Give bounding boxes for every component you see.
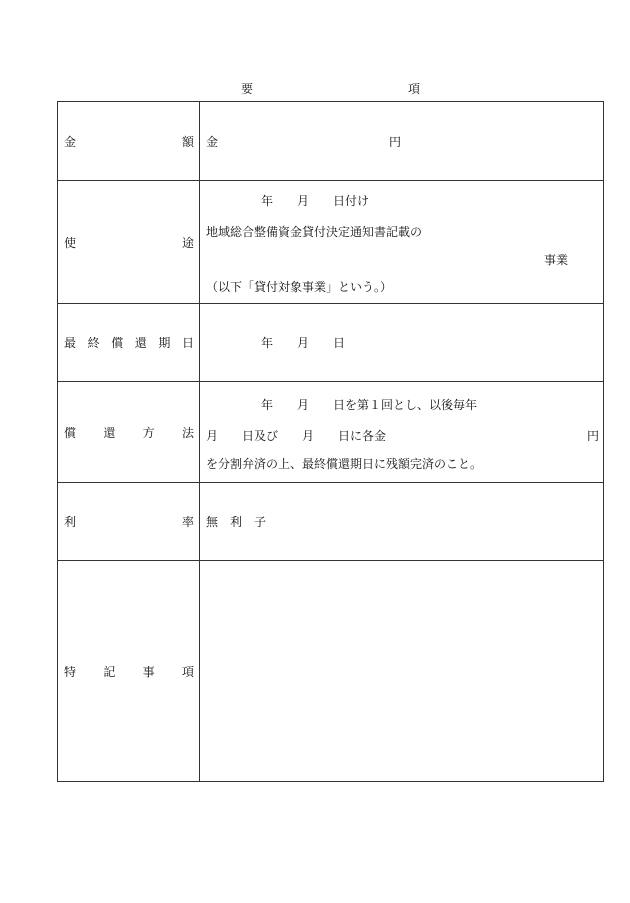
rate-value: 無 利 子 — [206, 515, 267, 529]
purpose-definition-line: （以下「貸付対象事業」という。） — [206, 280, 393, 294]
purpose-label: 使 途 — [64, 236, 194, 250]
row-divider — [58, 381, 603, 382]
purpose-project-label: 事業 — [544, 253, 569, 267]
purpose-notice-line: 地域総合整備資金貸付決定通知書記載の — [206, 225, 423, 239]
row-divider — [58, 303, 603, 304]
amount-suffix: 円 — [389, 135, 402, 149]
amount-label: 金 額 — [64, 135, 194, 149]
purpose-date-line: 年 月 日付け — [261, 194, 370, 208]
title-char-1: 要 — [241, 82, 254, 96]
due-date-value: 年 月 日 — [261, 336, 346, 350]
method-line-3: を分割弁済の上、最終償還期日に残額完済のこと。 — [206, 457, 483, 471]
amount-prefix: 金 — [206, 135, 219, 149]
title-char-2: 項 — [408, 82, 421, 96]
due-date-label: 最 終 償 還 期 日 — [64, 336, 194, 350]
rate-label: 利 率 — [64, 515, 194, 529]
row-divider — [58, 482, 603, 483]
column-divider — [199, 102, 200, 781]
terms-table — [57, 101, 604, 782]
notes-label: 特 記 事 項 — [64, 665, 194, 679]
notes-content — [206, 572, 596, 772]
method-line-2: 月 日及び 月 日に各金 — [206, 429, 387, 443]
row-divider — [58, 180, 603, 181]
form-title — [0, 80, 630, 98]
method-line-2-suffix: 円 — [587, 429, 600, 443]
method-line-1: 年 月 日を第１回とし、以後毎年 — [261, 398, 478, 412]
row-divider — [58, 560, 603, 561]
method-label: 償 還 方 法 — [64, 426, 194, 440]
